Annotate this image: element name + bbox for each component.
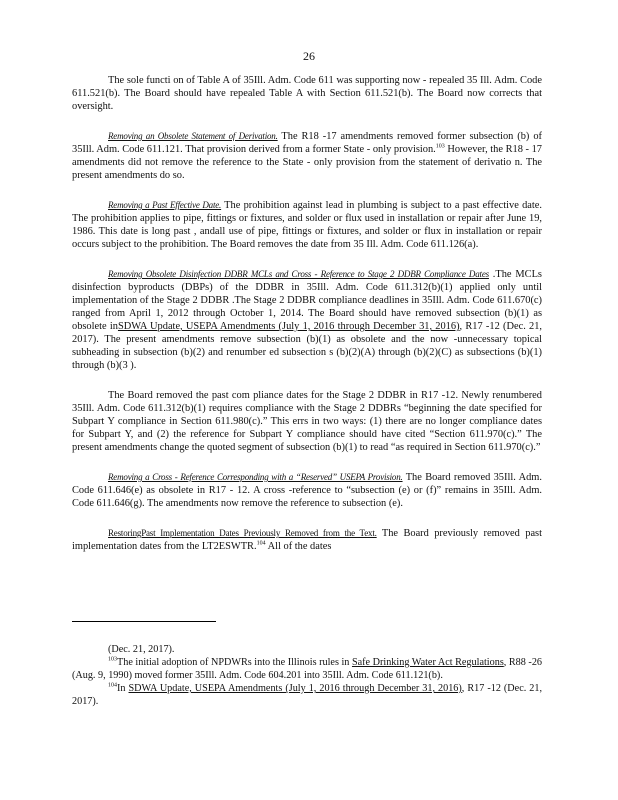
page-number: 26 [303,49,315,63]
paragraph-stage2-dates: The Board removed the past com pliance dates for the Stage 2 DDBR in R17 -12. Newly renumbered 35Ill. Adm. Code 611.312(b)(1) requires compliance with the Stage 2 DDBRs “beginning the date specified for Subpart Y compliance in Section 611.980(c).” This errs in two ways: (1) there are no longer compliance dates for Subpart Y, and (2) the reference for Subpart Y compliance should have cited “Section 611.970(c).” The present amendments change the quoted segment of subsection (b)(1) to read “as required in Section 611.970(c).” [72,390,542,453]
footnote-ref[interactable]: 103 [435,143,445,150]
document-body [72,74,542,570]
footnotes [72,643,542,708]
paragraph-restoring-dates: RestoringPast Implementation Dates Previously Removed from the Text. The Board previously removed past implementation dates from the LT2ESWTR.$^{104}$ All of the dates [72,528,542,552]
paragraph-past-effective-date: Removing a Past Effective Date. The prohibition against lead in plumbing is subject to a past effective date. The prohibition applies to pipe, fittings or fixtures, and solder or flux used in installation or repair after June 19, 1986. This date is long past , andall use of pipe, fittings or fixtures, and solder or flux in installation or repair occurs subject to the prohibition. The Board removes the date from 35 Ill. Adm. Code 611.126(a). [72,200,542,250]
paragraph-cross-reference: Removing a Cross - Reference Corresponding with a “Reserved” USEPA Provision. The Board removed 35Ill. Adm. Code 611.646(e) as obsolete in R17 - 12. A cross -reference to “subsection (e) or (f)” remains in 35Ill. Adm. Code 611.646(g). The amendments now remove the reference to subsection (e). [72,472,542,509]
paragraph-obsolete-statement: Removing an Obsolete Statement of Derivation. The R18 -17 amendments removed former subsection (b) of 35Ill. Adm. Code 611.121. That provision derived from a former State - only provision.$^{103}$ However, the R18 - 17 amendments did not remove the reference to the State - only provision from the statement of derivatio n. The present amendments do so. [72,131,542,181]
paragraph-ddbr-mcls: Removing Obsolete Disinfection DDBR MCLs and Cross - Reference to Stage 2 DDBR Compliance Dates .The MCLs disinfection byproducts (DBPs) of the DDBR in 35Ill. Adm. Code 611.312(b)(1) applied only until implementation of the Stage 2 DDBR .The Stage 2 DDBR compliance deadlines in 35Ill. Adm. Code 611.670(c) ranged from April 1, 2012 through October 1, 2014. The Board should have removed subsection (b)(1) as obsolete inSDWA Update, USEPA Amendments (July 1, 2016 through December 31, 2016), R17 -12 (Dec. 21, 2017). The present amendments remove subsection (b)(1) as obsolete and the now -unnecessary topical subheading in subsection (b)(2) and renumber ed subsection s (b)(2)(A) through (b)(2)(C) as subsections (b)(1) through (b)(3 ). [72,269,543,371]
footnote-continuation: (Dec. 21, 2017). [108,644,175,655]
citation-link[interactable]: SDWA Update, USEPA Amendments (July 1, 2016 through December 31, 2016) [117,321,460,332]
citation-link[interactable]: Safe Drinking Water Act Regulations [351,657,504,668]
paragraph-table-a: The sole functi on of Table A of 35Ill. Adm. Code 611 was supporting now - repealed 35 Ill. Adm. Code 611.521(b). The Board should have repealed Table A with Section 611.521(b). The Board now corrects that oversight. [72,75,542,112]
footnote-number: 103 [108,656,117,663]
citation-link[interactable]: SDWA Update, USEPA Amendments (July 1, 2016 through December 31, 2016) [128,683,462,694]
footnote-ref[interactable]: 104 [256,540,266,547]
footnote-104: $^{104}$In SDWA Update, USEPA Amendments (July 1, 2016 through December 31, 2016), R17 -12 (Dec. 21, 2017). [72,682,542,707]
section-heading: Removing a Cross - Reference Corresponding with a “Reserved” USEPA Provision. [108,472,403,482]
footnote-103: $^{103}$The initial adoption of NPDWRs into the Illinois rules in Safe Drinking Water Act Regulations, R88 -26 (Aug. 9, 1990) moved former 35Ill. Adm. Code 604.201 into 35Ill. Adm. Code 611.121(b). [72,656,543,681]
section-heading: Removing an Obsolete Statement of Derivation. [108,131,278,141]
section-heading: Removing Obsolete Disinfection DDBR MCLs and Cross - Reference to Stage 2 DDBR Compliance Dates [108,269,489,279]
footnote-number: 104 [108,682,117,689]
footnote-separator [72,621,216,622]
section-heading: RestoringPast Implementation Dates Previously Removed from the Text. [108,528,377,538]
section-heading: Removing a Past Effective Date. [108,200,222,210]
